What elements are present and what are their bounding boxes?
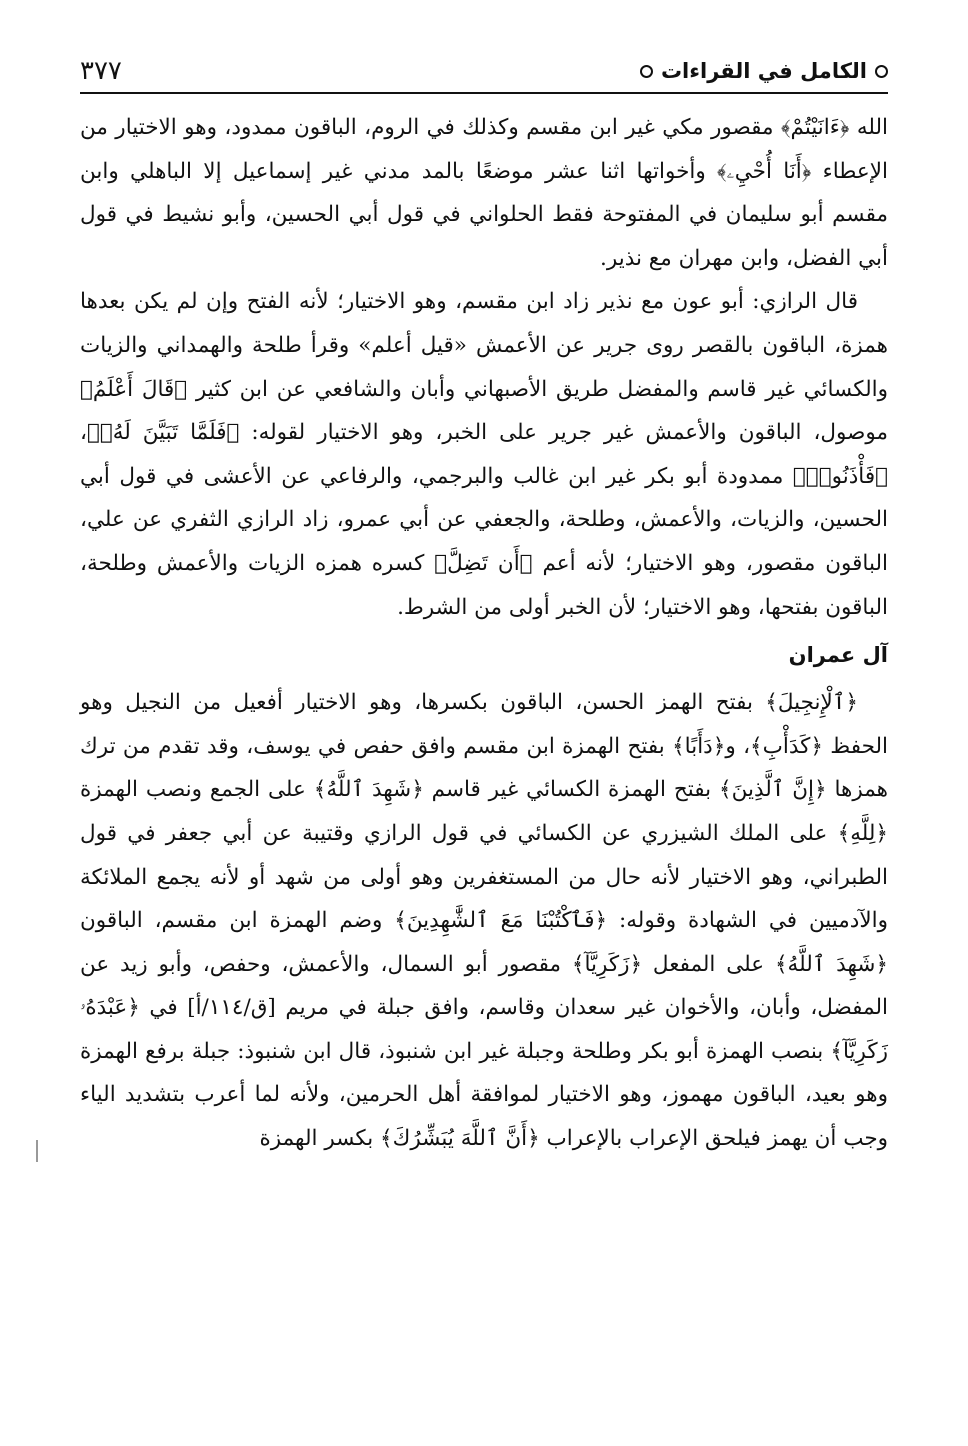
running-head [640, 59, 888, 83]
ring-ornament-icon [875, 65, 888, 78]
page-body [80, 106, 888, 1161]
running-head-title: الكامل في القراءات [660, 59, 867, 83]
page-number: ٣٧٧ [80, 56, 122, 86]
paragraph: الله ﴿ءَانَيْتُمْ﴾ مقصور مكي غير ابن مقسم وكذلك في الروم، الباقون ممدود، وهو الاختيار من الإعطاء ﴿أَنَا أُحْيِۦ﴾ وأخواتها اثنا عشر موضعًا بالمد مدني غير إسماعيل إلا الباهلي وابن مقسم أبو سليمان في المفتوحة فقط الحلواني في قول أبي الحسين، وأبو نشيط في قول أبي الفضل، وابن مهران مع نذير. [80, 115, 888, 271]
page-header [80, 50, 888, 94]
ring-ornament-icon [640, 65, 653, 78]
paragraph: ﴿ٱلْإِنجِيلَ﴾ بفتح الهمز الحسن، الباقون بكسرها، وهو الاختيار أفعيل من النجيل وهو الحفظ ﴿كَدَأْبِ﴾، و﴿دَأَبًا﴾ بفتح الهمزة ابن مقسم وافق حفص في يوسف، وقد تقدم من ترك همزها ﴿إِنَّ ٱلَّذِينَ﴾ بفتح الهمزة الكسائي غير قاسم ﴿شَهِدَ ٱللَّهُ﴾ على الجمع ونصب الهمزة ﴿لِلَّهِ﴾ على الملك الشيزري عن الكسائي في قول الرازي وقتيبة عن أبي جعفر في قول الطبراني، وهو الاختيار لأنه حال من المستغفرين وهو أولى من شهد أو لأنه يجمع الملائكة والآدميين في الشهادة وقوله: ﴿فَٱكْتُبْنَا مَعَ ٱلشَّٰهِدِينَ﴾ وضم الهمزة ابن مقسم، الباقون ﴿شَهِدَ ٱللَّهُ﴾ على المفعل ﴿زَكَرِيَّآ﴾ مقصور أبو السمال، والأعمش، وحفص، وأبو زيد عن المفضل، وأبان، والأخوان غير سعدان وقاسم، وافق جبلة في مريم [ق/١١٤/أ] في ﴿عَبْدَهُۥ زَكَرِيَّآ﴾ بنصب الهمزة أبو بكر وطلحة وجبلة غير ابن شنبوذ، قال ابن شنبوذ: جبلة برفع الهمزة وهو بعيد، الباقون مهموز، وهو الاختيار لموافقة أهل الحرمين، ولأنه لما أعرب بتشديد الياء وجب أن يهمز فيلحق الإعراب بالإعراب ﴿أَنَّ ٱللَّهَ يُبَشِّرُكَ﴾ بكسر الهمزة [80, 690, 889, 1152]
section-title: آل عمران [788, 643, 888, 668]
book-page [80, 50, 888, 1161]
margin-mark [36, 1140, 38, 1162]
paragraph: قال الرازي: أبو عون مع نذير زاد ابن مقسم، وهو الاختيار؛ لأنه الفتح وإن لم يكن بعدها همزة، الباقون بالقصر روى جرير عن الأعمش «قيل أعلم» وقرأ طلحة والهمداني والزيات والكسائي غير قاسم والمفضل طريق الأصبهاني وأبان والشافعي عن ابن كثير ﴿قَالَ أَعْلَمُ﴾ موصول، الباقون والأعمش غير جرير على الخبر، وهو الاختيار لقوله: ﴿فَلَمَّا تَبَيَّنَ لَهُۥ﴾، ﴿فَأْذَنُوا۟﴾ ممدودة أبو بكر غير ابن غالب والبرجمي، والرفاعي عن الأعشى في قول أبي الحسين، والزيات، والأعمش، وطلحة، والجعفي عن أبي عمرو، زاد الرازي الثفري عن علي، الباقون مقصور، وهو الاختيار؛ لأنه أعم ﴿أَن تَضِلَّ﴾ كسره همزه الزيات والأعمش وطلحة، الباقون بفتحها، وهو الاختيار؛ لأن الخبر أولى من الشرط. [80, 289, 888, 620]
